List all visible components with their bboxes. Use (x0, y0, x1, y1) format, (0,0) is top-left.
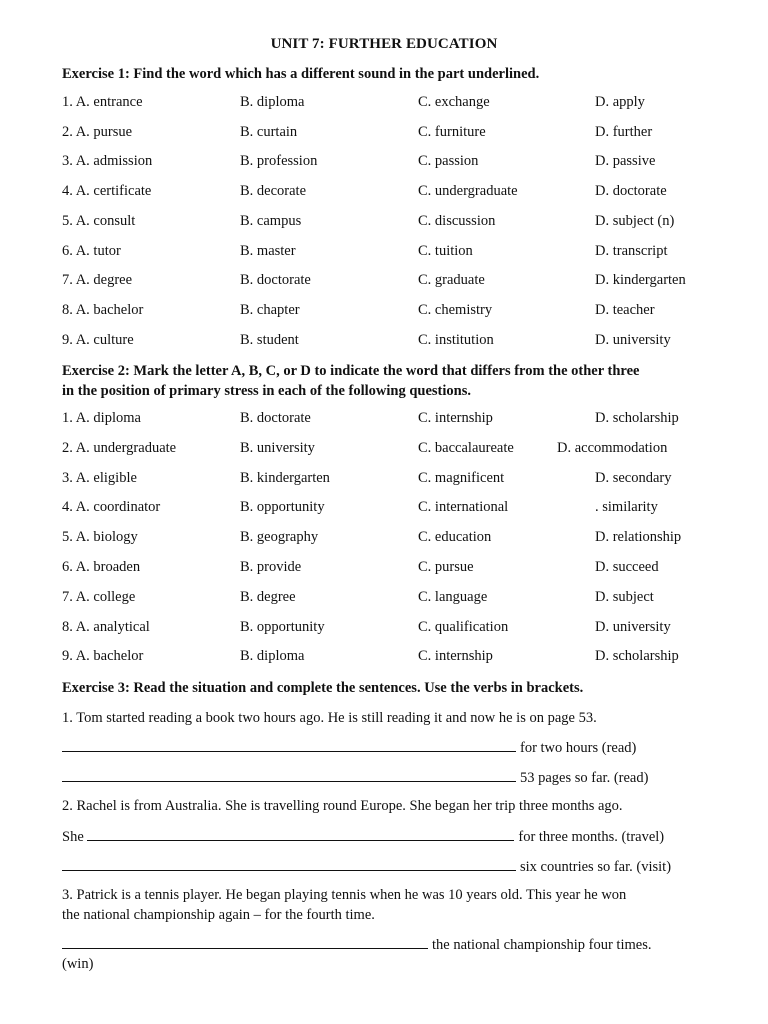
question-row (0, 648, 768, 668)
page-title: UNIT 7: FURTHER EDUCATION (270, 36, 498, 52)
answer-suffix: for two hours (read) (520, 740, 637, 756)
option-a[interactable]: 5. A. biology (62, 529, 138, 546)
item-1-answer-line-2 (62, 767, 712, 788)
option-c[interactable]: C. magnificent (418, 469, 505, 486)
exercise-1-heading: Exercise 1: Find the word which has a different sound in the part underlined. (62, 66, 540, 82)
answer-suffix: six countries so far. (visit) (520, 859, 672, 875)
option-d[interactable]: D. relationship (595, 529, 682, 546)
option-d[interactable]: . similarity (595, 499, 658, 516)
option-a[interactable]: 3. A. admission (62, 153, 153, 170)
question-row (0, 619, 768, 639)
option-c[interactable]: C. pursue (418, 559, 474, 575)
question-row (0, 183, 768, 203)
option-d[interactable]: D. secondary (595, 469, 672, 486)
question-row (0, 470, 768, 490)
question-row (0, 499, 768, 519)
option-b[interactable]: B. campus (240, 212, 302, 229)
option-a[interactable]: 9. A. culture (62, 331, 134, 348)
option-c[interactable]: C. chemistry (418, 301, 493, 318)
answer-blank[interactable] (87, 826, 514, 841)
option-b[interactable]: B. diploma (240, 94, 305, 110)
question-row (0, 124, 768, 144)
exercise-2-heading-line-1: Exercise 2: Mark the letter A, B, C, or D to indicate the word that differs from the other three (62, 363, 640, 379)
option-a[interactable]: 6. A. broaden (62, 559, 141, 575)
option-b[interactable]: B. opportunity (240, 618, 325, 635)
option-b[interactable]: B. master (240, 242, 296, 259)
option-b[interactable]: B. provide (240, 559, 302, 575)
question-row (0, 213, 768, 233)
option-b[interactable]: B. profession (240, 153, 318, 170)
item-2-answer-line-1 (62, 826, 712, 847)
option-b[interactable]: B. chapter (240, 301, 300, 318)
question-row (0, 332, 768, 352)
option-a[interactable]: 7. A. degree (62, 272, 133, 289)
answer-blank[interactable] (62, 934, 428, 949)
option-b[interactable]: B. doctorate (240, 272, 311, 289)
item-3-answer-line-1 (62, 934, 712, 955)
option-c[interactable]: C. discussion (418, 212, 496, 229)
question-row (0, 440, 768, 460)
option-c[interactable]: C. internship (418, 648, 493, 665)
option-b[interactable]: B. opportunity (240, 499, 325, 516)
option-d[interactable]: D. succeed (595, 559, 659, 575)
answer-suffix: for three months. (travel) (518, 829, 665, 845)
option-a[interactable]: 2. A. undergraduate (62, 439, 177, 456)
option-a[interactable]: 4. A. coordinator (62, 499, 161, 516)
exercise-2-heading-line-2: in the position of primary stress in each of the following questions. (62, 383, 471, 399)
item-1-answer-line-1 (62, 737, 712, 758)
option-d[interactable]: D. passive (595, 153, 656, 170)
option-c[interactable]: C. passion (418, 153, 479, 170)
item-2-answer-line-2 (62, 856, 712, 877)
option-c[interactable]: C. institution (418, 331, 494, 348)
item-2-situation: 2. Rachel is from Australia. She is travelling round Europe. She began her trip three months ago. (62, 798, 623, 814)
option-c[interactable]: C. undergraduate (418, 183, 518, 200)
option-a[interactable]: 7. A. college (62, 588, 136, 605)
item-3-answer-verb: (win) (62, 956, 94, 972)
option-d[interactable]: D. kindergarten (595, 272, 686, 289)
option-a[interactable]: 5. A. consult (62, 212, 136, 229)
option-a[interactable]: 1. A. entrance (62, 94, 143, 110)
question-row (0, 410, 768, 430)
option-d[interactable]: D. doctorate (595, 183, 667, 200)
question-row (0, 589, 768, 609)
question-row (0, 272, 768, 292)
option-b[interactable]: B. university (240, 439, 315, 456)
option-b[interactable]: B. curtain (240, 123, 298, 140)
option-c[interactable]: C. qualification (418, 618, 509, 635)
option-d[interactable]: D. apply (595, 94, 645, 110)
option-d[interactable]: D. scholarship (595, 648, 679, 665)
option-d[interactable]: D. further (595, 123, 653, 140)
question-row (0, 94, 768, 114)
exercise-3-heading: Exercise 3: Read the situation and complete the sentences. Use the verbs in brackets. (62, 680, 584, 696)
option-a[interactable]: 3. A. eligible (62, 469, 137, 486)
option-b[interactable]: B. doctorate (240, 410, 311, 426)
question-row (0, 302, 768, 322)
option-c[interactable]: C. tuition (418, 242, 473, 259)
option-b[interactable]: B. decorate (240, 183, 307, 200)
option-c[interactable]: C. baccalaureate (418, 439, 514, 456)
option-c[interactable]: C. furniture (418, 123, 486, 140)
option-b[interactable]: B. kindergarten (240, 469, 330, 486)
option-b[interactable]: B. geography (240, 529, 319, 546)
answer-blank[interactable] (62, 767, 516, 782)
option-c[interactable]: C. international (418, 499, 509, 516)
option-d[interactable]: D. university (595, 331, 671, 348)
item-3-situation-line-2: the national championship again – for the fourth time. (62, 907, 375, 923)
option-c[interactable]: C. language (418, 588, 488, 605)
answer-prefix: She (62, 829, 84, 845)
answer-blank[interactable] (62, 737, 516, 752)
answer-suffix: 53 pages so far. (read) (520, 770, 649, 786)
option-c[interactable]: C. internship (418, 410, 493, 426)
question-row (0, 153, 768, 173)
option-a[interactable]: 9. A. bachelor (62, 648, 144, 665)
question-row (0, 529, 768, 549)
option-b[interactable]: B. degree (240, 588, 296, 605)
option-a[interactable]: 4. A. certificate (62, 183, 152, 200)
answer-blank[interactable] (62, 856, 516, 871)
option-b[interactable]: B. student (240, 331, 299, 348)
option-a[interactable]: 1. A. diploma (62, 410, 141, 426)
option-a[interactable]: 2. A. pursue (62, 123, 133, 140)
option-c[interactable]: C. graduate (418, 272, 485, 289)
option-d[interactable]: D. university (595, 618, 671, 635)
option-a[interactable]: 8. A. analytical (62, 618, 150, 635)
option-d[interactable]: D. teacher (595, 301, 655, 318)
option-d[interactable]: D. subject (n) (595, 212, 675, 229)
option-a[interactable]: 6. A. tutor (62, 242, 121, 259)
question-row (0, 559, 768, 579)
answer-suffix: the national championship four times. (432, 937, 652, 953)
option-c[interactable]: C. exchange (418, 94, 490, 110)
option-a[interactable]: 8. A. bachelor (62, 301, 144, 318)
option-d[interactable]: D. subject (595, 588, 654, 605)
option-d[interactable]: D. scholarship (595, 410, 679, 426)
option-c[interactable]: C. education (418, 529, 492, 546)
option-d[interactable]: D. transcript (595, 242, 668, 259)
option-b[interactable]: B. diploma (240, 648, 305, 665)
item-3-situation-line-1: 3. Patrick is a tennis player. He began playing tennis when he was 10 years old. This year he won (62, 887, 627, 903)
option-d[interactable]: D. accommodation (557, 439, 668, 456)
item-1-situation: 1. Tom started reading a book two hours ago. He is still reading it and now he is on page 53. (62, 710, 597, 726)
question-row (0, 243, 768, 263)
